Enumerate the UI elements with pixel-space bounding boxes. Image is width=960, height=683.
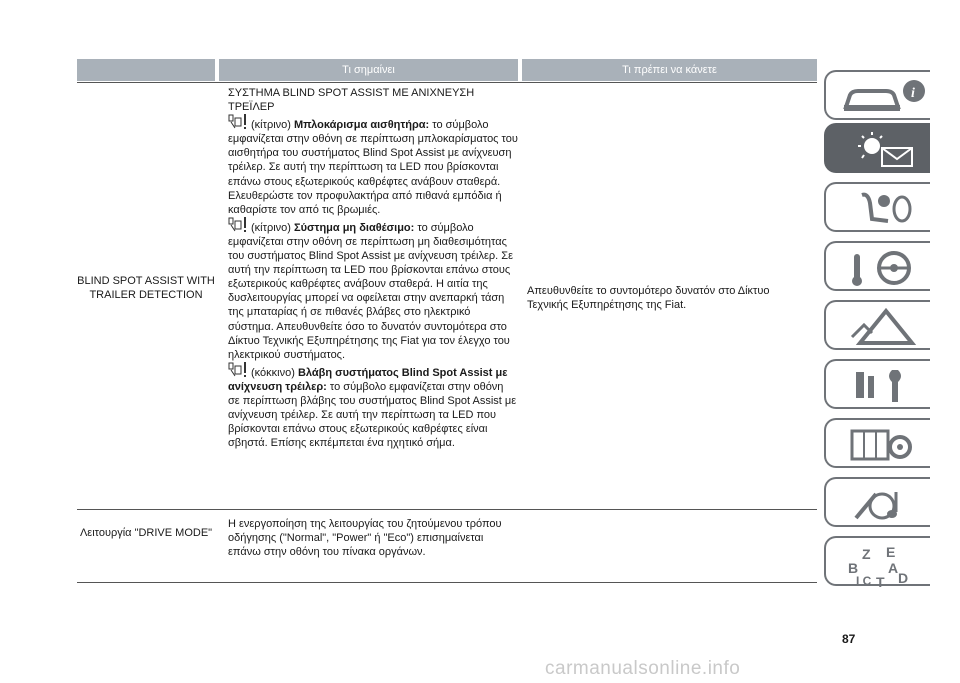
warning-entry [228,362,518,451]
tab-warning-lights[interactable] [824,123,930,173]
warning-color: (κόκκινο) [251,366,295,379]
tab-safety[interactable] [824,182,930,232]
warning-heading: Μπλοκάρισμα αισθητήρα: [294,119,430,132]
tab-index[interactable] [824,536,930,586]
svg-text:T: T [876,574,885,587]
tab-starting-driving[interactable] [824,241,930,291]
header-what-to-do: Τι πρέπει να κάνετε [522,59,817,81]
svg-text:D: D [898,570,909,586]
warning-triangle-icon [842,307,926,347]
tab-multimedia[interactable] [824,477,930,527]
blind-spot-trailer-icon [228,217,248,233]
blind-spot-trailer-icon [228,114,248,130]
warning-color: (κίτρινο) [251,221,291,234]
warning-text: το σύμβολο εμφανίζεται στην οθόνη σε περίπτωση βλάβης του συστήματος Blind Spot Assist με ανίχνευση τρέιλερ. Σε αυτή την περίπτωση τα LED που βρίσκονται επάνω στους εξωτερικούς καθρέφτες είναι σβηστά. Επίσης εκπέμπεται ένα ηχητικό σήμα. [228,380,517,450]
svg-text:I C: I C [856,574,872,587]
warning-color: (κίτρινο) [251,119,291,132]
warning-heading: Σύστημα μη διαθέσιμο: [294,221,415,234]
multimedia-icon [842,484,926,524]
blind-spot-trailer-icon [228,362,248,378]
row-description-blind-spot [228,86,518,450]
tab-emergency[interactable] [824,300,930,350]
row-title: ΣΥΣΤΗΜΑ BLIND SPOT ASSIST ΜΕ ΑΝΙΧΝΕΥΣΗ ΤΡΕΪΛΕΡ [228,87,475,114]
warning-entry [228,217,518,362]
warning-text: το σύμβολο εμφανίζεται στην οθόνη σε περίπτωση μπλοκαρίσματος του αισθητήρα του συστήματος Blind Spot Assist με ανίχνευση τρέιλερ. Σε αυτή την περίπτωση τα LED που βρίσκονται επάνω στους εξωτερικούς καθρέφτες ανάβουν σταθερά. Ελευθερώστε τον προφυλακτήρα από πιθανά εμπόδια ή καθαρίστε τον από τις βρωμιές. [228,119,518,216]
watermark: carmanualsonline.info [545,658,741,679]
row-action-blind-spot: Απευθυνθείτε το συντομότερο δυνατόν στο Δίκτυο Τεχνικής Εξυπηρέτησης της Fiat. [527,285,770,312]
table-divider [77,82,817,83]
warning-light-message-icon [842,130,926,170]
tab-maintenance[interactable] [824,359,930,409]
tab-car-info[interactable] [824,70,930,120]
row-label-drive-mode: Λειτουργία "DRIVE MODE" [79,527,213,539]
warning-text: το σύμβολο εμφανίζεται στην οθόνη σε περίπτωση μη διαθεσιμότητας του συστήματος Blind Spot Assist με ανίχνευση τρέιλερ. Σε αυτή την περίπτωση τα LED που βρίσκονται επάνω στους εξωτερικούς καθρέφτες ανάβουν σταθερά. Η αιτία της δυσλειτουργίας μπορεί να οφείλεται στην ανεπαρκή τάση της μπαταρίας ή σε πιθανές βλάβες στο ηλεκτρικό σύστημα. Απευθυνθείτε όσο το δυνατόν συντομότερα στο Δίκτυο Τεχνικής Εξυπηρέτησης της Fiat για τον έλεγχο του ηλεκτρικού συστήματος. [228,221,513,361]
header-what-it-means: Τι σημαίνει [219,59,518,81]
svg-text:B: B [848,560,859,576]
row-label-blind-spot: BLIND SPOT ASSIST WITH TRAILER DETECTION [77,275,215,301]
svg-text:Z: Z [862,546,871,562]
steering-key-icon [842,248,926,288]
svg-text:E: E [886,544,896,560]
car-info-icon [842,77,926,117]
table-divider [77,582,817,583]
warning-entry [228,114,518,217]
tab-technical-data[interactable] [824,418,930,468]
page-number: 87 [842,632,856,646]
gear-grid-icon [842,425,926,465]
alphabet-index-icon [842,543,926,587]
airbag-seat-icon [842,189,926,229]
warning-heading: Βλάβη συστήματος Blind Spot Assist με ανίχνευση τρέιλερ: [228,366,508,393]
svg-text:i: i [911,86,915,101]
header-blank-cell [77,59,215,81]
wrench-icon [842,366,926,406]
svg-text:A: A [888,560,899,576]
row-description-drive-mode: Η ενεργοποίηση της λειτουργίας του ζητούμενου τρόπου οδήγησης ("Normal", "Power" ή "Eco") επισημαίνεται επάνω στην οθόνη του πίνακα οργάνων. [228,518,502,559]
table-divider [77,509,817,510]
